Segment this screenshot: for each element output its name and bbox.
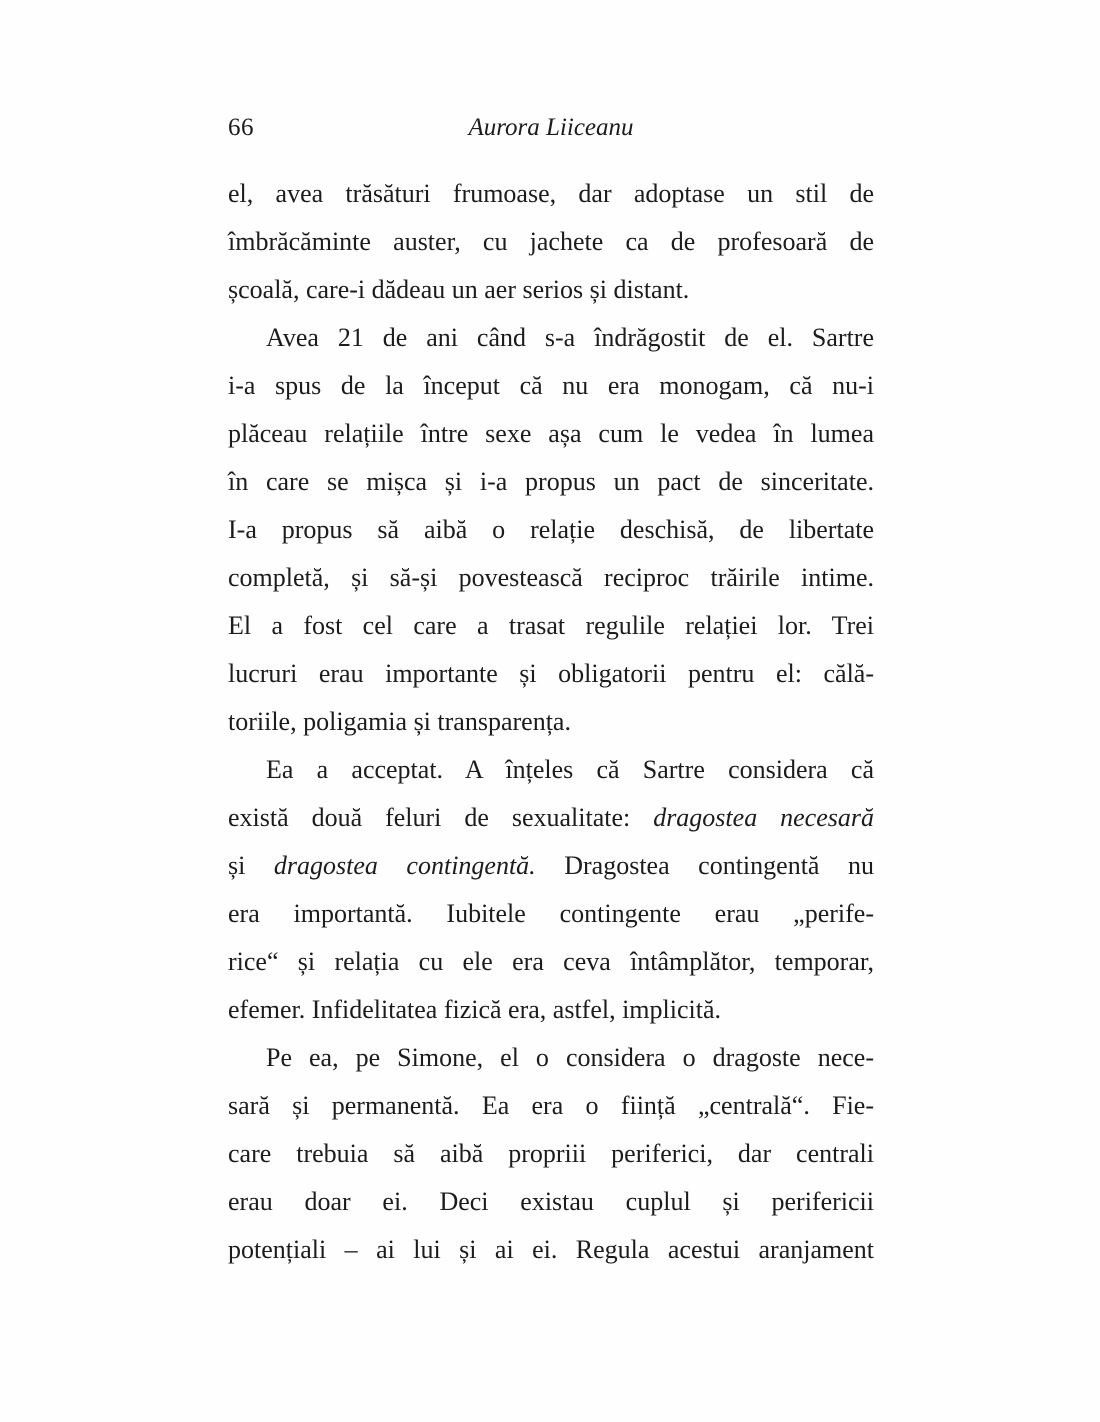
text-segment: în care se mișca și i-a propus un pact de sinceritate. <box>228 467 874 496</box>
text-line <box>228 1178 874 1226</box>
text-line <box>228 458 874 506</box>
text-line <box>228 554 874 602</box>
text-segment: Ea a acceptat. A înțeles că Sartre considera că <box>266 755 874 784</box>
text-line <box>228 842 874 890</box>
text-segment: sară și permanentă. Ea era o ființă „centrală“. Fie- <box>228 1091 874 1120</box>
body-text <box>228 170 874 1274</box>
text-line <box>228 410 874 458</box>
text-segment: plăceau relațiile între sexe așa cum le vedea în lumea <box>228 419 874 448</box>
page-header <box>228 112 874 144</box>
text-segment: era importantă. Iubitele contingente erau „perife- <box>228 899 874 928</box>
page-number: 66 <box>228 114 254 141</box>
text-line <box>228 170 874 218</box>
text-segment: Dragostea contingentă nu <box>535 851 874 880</box>
text-segment: erau doar ei. Deci existau cuplul și perifericii <box>228 1187 874 1216</box>
text-line <box>228 698 874 746</box>
text-segment: școală, care-i dădeau un aer serios și distant. <box>228 275 690 304</box>
text-segment: I-a propus să aibă o relație deschisă, de libertate <box>228 515 874 544</box>
text-segment: El a fost cel care a trasat regulile relației lor. Trei <box>228 611 874 640</box>
text-line <box>228 794 874 842</box>
text-segment: îmbrăcăminte auster, cu jachete ca de profesoară de <box>228 227 874 256</box>
text-segment: lucruri erau importante și obligatorii pentru el: călă- <box>228 659 874 688</box>
text-segment: rice“ și relația cu ele era ceva întâmplător, temporar, <box>228 947 874 976</box>
text-segment: care trebuia să aibă propriii periferici, dar centrali <box>228 1139 874 1168</box>
text-segment: potențiali – ai lui și ai ei. Regula acestui aranjament <box>228 1235 874 1264</box>
text-line <box>228 650 874 698</box>
text-line <box>228 1226 874 1274</box>
text-line <box>228 506 874 554</box>
italic-text: dragostea necesară <box>653 803 874 832</box>
text-line <box>228 266 874 314</box>
text-segment: există două feluri de sexualitate: <box>228 803 654 832</box>
running-header: Aurora Liiceanu <box>468 114 634 141</box>
text-line <box>228 314 874 362</box>
text-line <box>228 602 874 650</box>
text-segment: Avea 21 de ani când s-a îndrăgostit de el. Sartre <box>266 323 874 352</box>
text-segment: și <box>228 851 274 880</box>
text-line <box>228 218 874 266</box>
text-line <box>228 362 874 410</box>
text-segment: el, avea trăsături frumoase, dar adoptase un stil de <box>228 179 874 208</box>
text-line <box>228 1034 874 1082</box>
text-segment: i-a spus de la început că nu era monogam, că nu-i <box>228 371 874 400</box>
text-segment: Pe ea, pe Simone, el o considera o dragoste nece- <box>266 1043 874 1072</box>
text-line <box>228 890 874 938</box>
text-segment: efemer. Infidelitatea fizică era, astfel, implicită. <box>228 995 722 1024</box>
text-line <box>228 746 874 794</box>
text-line <box>228 1082 874 1130</box>
text-line <box>228 938 874 986</box>
text-segment: completă, și să-și povestească reciproc trăirile intime. <box>228 563 874 592</box>
text-segment: toriile, poligamia și transparența. <box>228 707 571 736</box>
italic-text: dragostea contingentă. <box>273 851 536 880</box>
text-line <box>228 986 874 1034</box>
text-line <box>228 1130 874 1178</box>
